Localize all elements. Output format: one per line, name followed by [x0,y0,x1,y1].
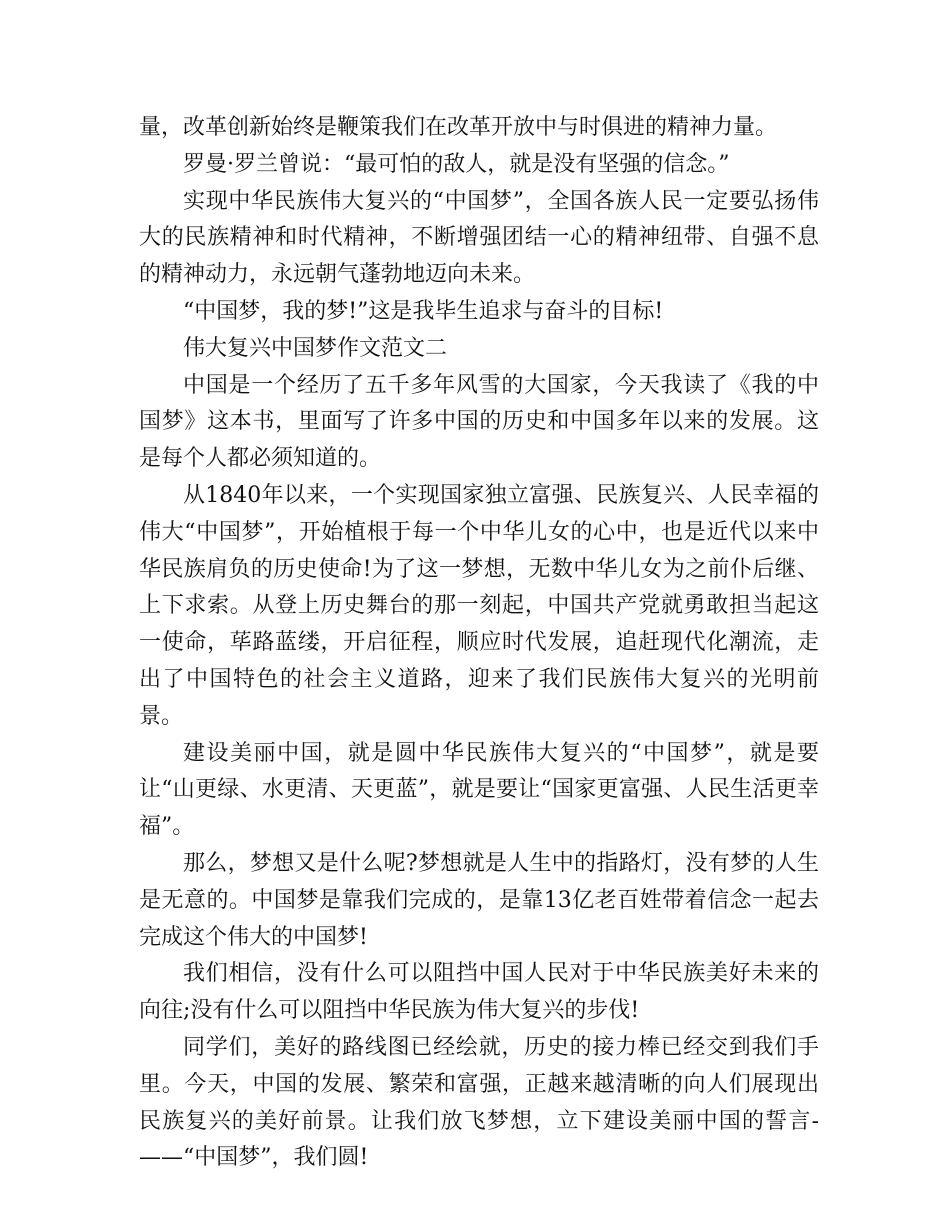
paragraph-quote-romain-rolland: 罗曼·罗兰曾说：“最可怕的敌人，就是没有坚强的信念。” [183,151,730,177]
paragraph-what-is-dream: 那么，梦想又是什么呢?梦想就是人生中的指路灯，没有梦的人生是无意的。中国梦是靠我们完成的，是靠13亿老百姓带着信念一起去完成这个伟大的中国梦! [139,850,819,950]
section-heading: 伟大复兴中国梦作文范文二 [183,335,448,361]
paragraph-beautiful-china: 建设美丽中国，就是圆中华民族伟大复兴的“中国梦”，就是要让“山更绿、水更清、天更蓝”，就是要让“国家更富强、人民生活更幸福”。 [139,740,819,840]
paragraph-book-reading: 中国是一个经历了五千多年风雪的大国家，今天我读了《我的中国梦》这本书，里面写了许多中国的历史和中国多年以来的发展。这是每个人都必须知道的。 [139,372,819,472]
paragraph-since-1840: 从1840年以来，一个实现国家独立富强、民族复兴、人民幸福的伟大“中国梦”，开始植根于每一个中华儿女的心中，也是近代以来中华民族肩负的历史使命!为了这一梦想，无数中华儿女为之前仆后继、上下求索。从登上历史舞台的那一刻起，中国共产党就勇敢担当起这一使命，荜路蓝缕，开启征程，顺应时代发展，追赶现代化潮流，走出了中国特色的社会主义道路，迎来了我们民族伟大复兴的光明前景。 [139,482,819,729]
paragraph-national-rejuvenation: 实现中华民族伟大复兴的“中国梦”，全国各族人民一定要弘扬伟大的民族精神和时代精神，不断增强团结一心的精神纽带、自强不息的精神动力，永远朝气蓬勃地迈向未来。 [139,188,819,288]
paragraph-classmates: 同学们，美好的路线图已经绘就，历史的接力棒已经交到我们手里。今天，中国的发展、繁荣和富强，正越来越清晰的向人们展现出民族复兴的美好前景。让我们放飞梦想，立下建设美丽中国的誓言-——“中国梦”，我们圆! [139,1034,819,1171]
document-body [139,110,819,1177]
paragraph-my-dream: “中国梦，我的梦!”这是我毕生追求与奋斗的目标! [183,298,664,324]
paragraph-we-believe: 我们相信，没有什么可以阻挡中国人民对于中华民族美好未来的向往;没有什么可以阻挡中华民族为伟大复兴的步伐! [139,961,819,1024]
paragraph-continuation: 量，改革创新始终是鞭策我们在改革开放中与时俱进的精神力量。 [139,115,778,140]
